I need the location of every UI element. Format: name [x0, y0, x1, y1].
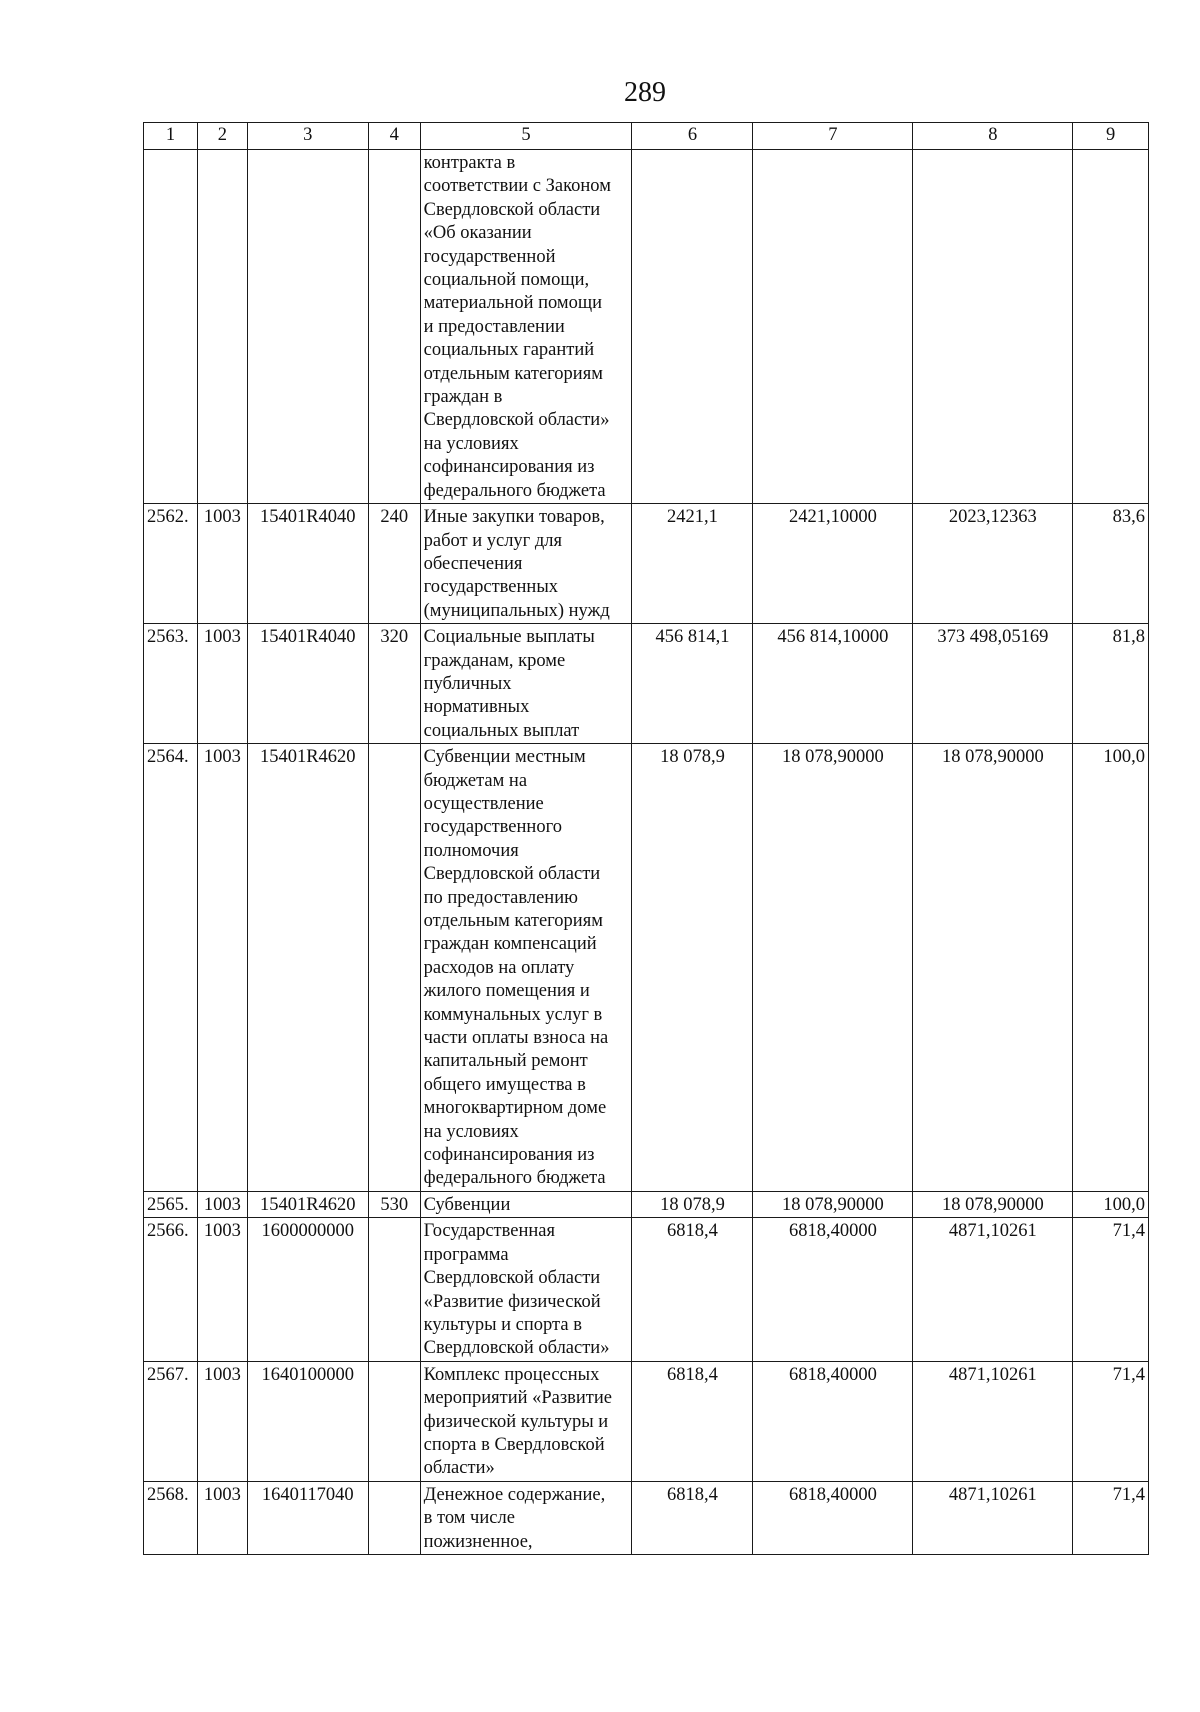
row-value-col7: 6818,40000	[753, 1218, 913, 1361]
description-line: государственных	[423, 577, 559, 598]
description-line: в том числе	[423, 1508, 515, 1529]
row-description	[420, 504, 632, 624]
row-value-col6: 6818,4	[632, 1481, 753, 1554]
table-row	[144, 744, 1149, 1192]
row-description	[420, 744, 632, 1192]
description-line: Свердловской области	[423, 199, 601, 220]
header-cell-5: 5	[420, 123, 632, 150]
description-line: федерального бюджета	[423, 480, 606, 501]
row-value-col9: 100,0	[1073, 744, 1149, 1192]
description-line: области»	[423, 1458, 495, 1479]
description-line: публичных	[423, 673, 512, 694]
description-line: спорта в Свердловской	[423, 1434, 605, 1455]
table-row	[144, 1191, 1149, 1217]
row-section-code	[198, 150, 248, 504]
row-value-col6: 6818,4	[632, 1218, 753, 1361]
row-value-col7: 6818,40000	[753, 1481, 913, 1554]
description-line: социальной помощи,	[423, 270, 590, 291]
row-value-col8	[913, 150, 1073, 504]
row-value-col7: 18 078,90000	[753, 1191, 913, 1217]
row-section-code: 1003	[198, 624, 248, 744]
description-line: расходов на оплату	[423, 957, 575, 978]
description-line: Свердловской области»	[423, 1338, 610, 1359]
description-line: работ и услуг для	[423, 530, 563, 551]
header-cell-8: 8	[913, 123, 1073, 150]
row-value-col9: 83,6	[1073, 504, 1149, 624]
description-line: и предоставлении	[423, 316, 565, 337]
row-section-code: 1003	[198, 1218, 248, 1361]
header-row	[144, 123, 1149, 150]
row-description	[420, 1361, 632, 1481]
table-row	[144, 1218, 1149, 1361]
description-line: Свердловской области	[423, 1268, 601, 1289]
row-section-code: 1003	[198, 1191, 248, 1217]
row-number: 2562.	[144, 504, 198, 624]
row-value-col6: 18 078,9	[632, 744, 753, 1192]
row-section-code: 1003	[198, 504, 248, 624]
header-cell-4: 4	[368, 123, 420, 150]
description-line: коммунальных услуг в	[423, 1004, 603, 1025]
description-line: материальной помощи	[423, 293, 603, 314]
row-expense-type	[368, 1481, 420, 1554]
budget-table	[143, 122, 1149, 1555]
row-value-col6: 2421,1	[632, 504, 753, 624]
row-value-col7: 2421,10000	[753, 504, 913, 624]
row-target-code: 15401R4620	[247, 744, 368, 1192]
row-value-col9: 71,4	[1073, 1218, 1149, 1361]
row-section-code: 1003	[198, 1481, 248, 1554]
row-description	[420, 1481, 632, 1554]
row-section-code: 1003	[198, 1361, 248, 1481]
description-line: (муниципальных) нужд	[423, 600, 610, 621]
description-line: обеспечения	[423, 553, 523, 574]
row-value-col8: 4871,10261	[913, 1481, 1073, 1554]
row-target-code: 1640117040	[247, 1481, 368, 1554]
header-cell-7: 7	[753, 123, 913, 150]
description-line: полномочия	[423, 840, 519, 861]
row-number: 2568.	[144, 1481, 198, 1554]
row-description	[420, 624, 632, 744]
description-line: на условиях	[423, 1121, 519, 1142]
table-row	[144, 150, 1149, 504]
row-value-col8: 18 078,90000	[913, 744, 1073, 1192]
header-cell-9: 9	[1073, 123, 1149, 150]
description-line: мероприятий «Развитие	[423, 1388, 613, 1409]
table-row	[144, 1481, 1149, 1554]
row-description	[420, 1191, 632, 1217]
description-line: государственного	[423, 817, 562, 838]
description-line: Субвенции местным	[423, 747, 586, 768]
row-target-code: 1640100000	[247, 1361, 368, 1481]
description-line: софинансирования из	[423, 457, 595, 478]
row-value-col8: 373 498,05169	[913, 624, 1073, 744]
row-number: 2565.	[144, 1191, 198, 1217]
description-line: нормативных	[423, 697, 530, 718]
description-line: культуры и спорта в	[423, 1314, 582, 1335]
description-line: социальных гарантий	[423, 340, 595, 361]
description-line: жилого помещения и	[423, 981, 590, 1002]
table-row	[144, 624, 1149, 744]
description-line: Свердловской области»	[423, 410, 610, 431]
row-value-col8: 4871,10261	[913, 1361, 1073, 1481]
row-target-code: 15401R4040	[247, 504, 368, 624]
header-cell-1: 1	[144, 123, 198, 150]
row-target-code	[247, 150, 368, 504]
row-value-col8: 18 078,90000	[913, 1191, 1073, 1217]
row-value-col7: 18 078,90000	[753, 744, 913, 1192]
row-expense-type: 240	[368, 504, 420, 624]
page-number: 289	[624, 77, 666, 108]
description-line: отдельным категориям	[423, 911, 603, 931]
description-line: Социальные выплаты	[423, 627, 595, 648]
description-line: «Об оказании	[423, 223, 532, 244]
row-value-col6	[632, 150, 753, 504]
table-row	[144, 504, 1149, 624]
row-expense-type	[368, 744, 420, 1192]
header-cell-3: 3	[247, 123, 368, 150]
description-line: граждан компенсаций	[423, 934, 597, 955]
row-number: 2564.	[144, 744, 198, 1192]
header-cell-2: 2	[198, 123, 248, 150]
description-line: многоквартирном доме	[423, 1098, 607, 1119]
row-value-col9: 81,8	[1073, 624, 1149, 744]
description-line: софинансирования из	[423, 1145, 595, 1166]
row-expense-type: 530	[368, 1191, 420, 1217]
table-row	[144, 1361, 1149, 1481]
description-line: соответствии с Законом	[423, 176, 611, 197]
row-expense-type	[368, 1361, 420, 1481]
row-number	[144, 150, 198, 504]
description-line: программа	[423, 1244, 509, 1265]
description-line: Субвенции	[423, 1194, 511, 1215]
description-line: «Развитие физической	[423, 1291, 601, 1312]
row-description	[420, 150, 632, 504]
description-line: федерального бюджета	[423, 1168, 606, 1189]
description-line: социальных выплат	[423, 720, 580, 741]
table-body	[144, 150, 1149, 1555]
description-line: Иные закупки товаров,	[423, 507, 605, 528]
description-line: части оплаты взноса на	[423, 1028, 609, 1049]
row-target-code: 15401R4040	[247, 624, 368, 744]
row-value-col9: 100,0	[1073, 1191, 1149, 1217]
header-cell-6: 6	[632, 123, 753, 150]
description-line: физической культуры и	[423, 1411, 609, 1432]
description-line: бюджетам на	[423, 770, 528, 791]
row-value-col6: 18 078,9	[632, 1191, 753, 1217]
row-expense-type	[368, 150, 420, 504]
description-line: осуществление	[423, 793, 544, 814]
row-value-col9: 71,4	[1073, 1481, 1149, 1554]
description-line: пожизненное,	[423, 1531, 533, 1552]
description-line: контракта в	[423, 153, 516, 173]
row-target-code: 1600000000	[247, 1218, 368, 1361]
row-value-col6: 456 814,1	[632, 624, 753, 744]
row-number: 2567.	[144, 1361, 198, 1481]
description-line: отдельным категориям	[423, 363, 603, 384]
row-value-col7	[753, 150, 913, 504]
description-line: на условиях	[423, 433, 519, 454]
row-section-code: 1003	[198, 744, 248, 1192]
row-number: 2566.	[144, 1218, 198, 1361]
row-value-col8: 4871,10261	[913, 1218, 1073, 1361]
description-line: общего имущества в	[423, 1074, 586, 1095]
row-description	[420, 1218, 632, 1361]
description-line: Денежное содержание,	[423, 1484, 606, 1505]
row-value-col9: 71,4	[1073, 1361, 1149, 1481]
description-line: капитальный ремонт	[423, 1051, 588, 1072]
description-line: по предоставлению	[423, 887, 578, 908]
description-line: граждан в	[423, 387, 503, 408]
row-value-col7: 456 814,10000	[753, 624, 913, 744]
description-line: Комплекс процессных	[423, 1364, 600, 1385]
description-line: Государственная	[423, 1221, 555, 1242]
row-value-col8: 2023,12363	[913, 504, 1073, 624]
row-value-col6: 6818,4	[632, 1361, 753, 1481]
row-value-col9	[1073, 150, 1149, 504]
row-target-code: 15401R4620	[247, 1191, 368, 1217]
description-line: гражданам, кроме	[423, 650, 566, 671]
row-number: 2563.	[144, 624, 198, 744]
table-header	[144, 123, 1149, 150]
row-expense-type: 320	[368, 624, 420, 744]
description-line: Свердловской области	[423, 864, 601, 885]
row-value-col7: 6818,40000	[753, 1361, 913, 1481]
description-line: государственной	[423, 246, 556, 267]
row-expense-type	[368, 1218, 420, 1361]
